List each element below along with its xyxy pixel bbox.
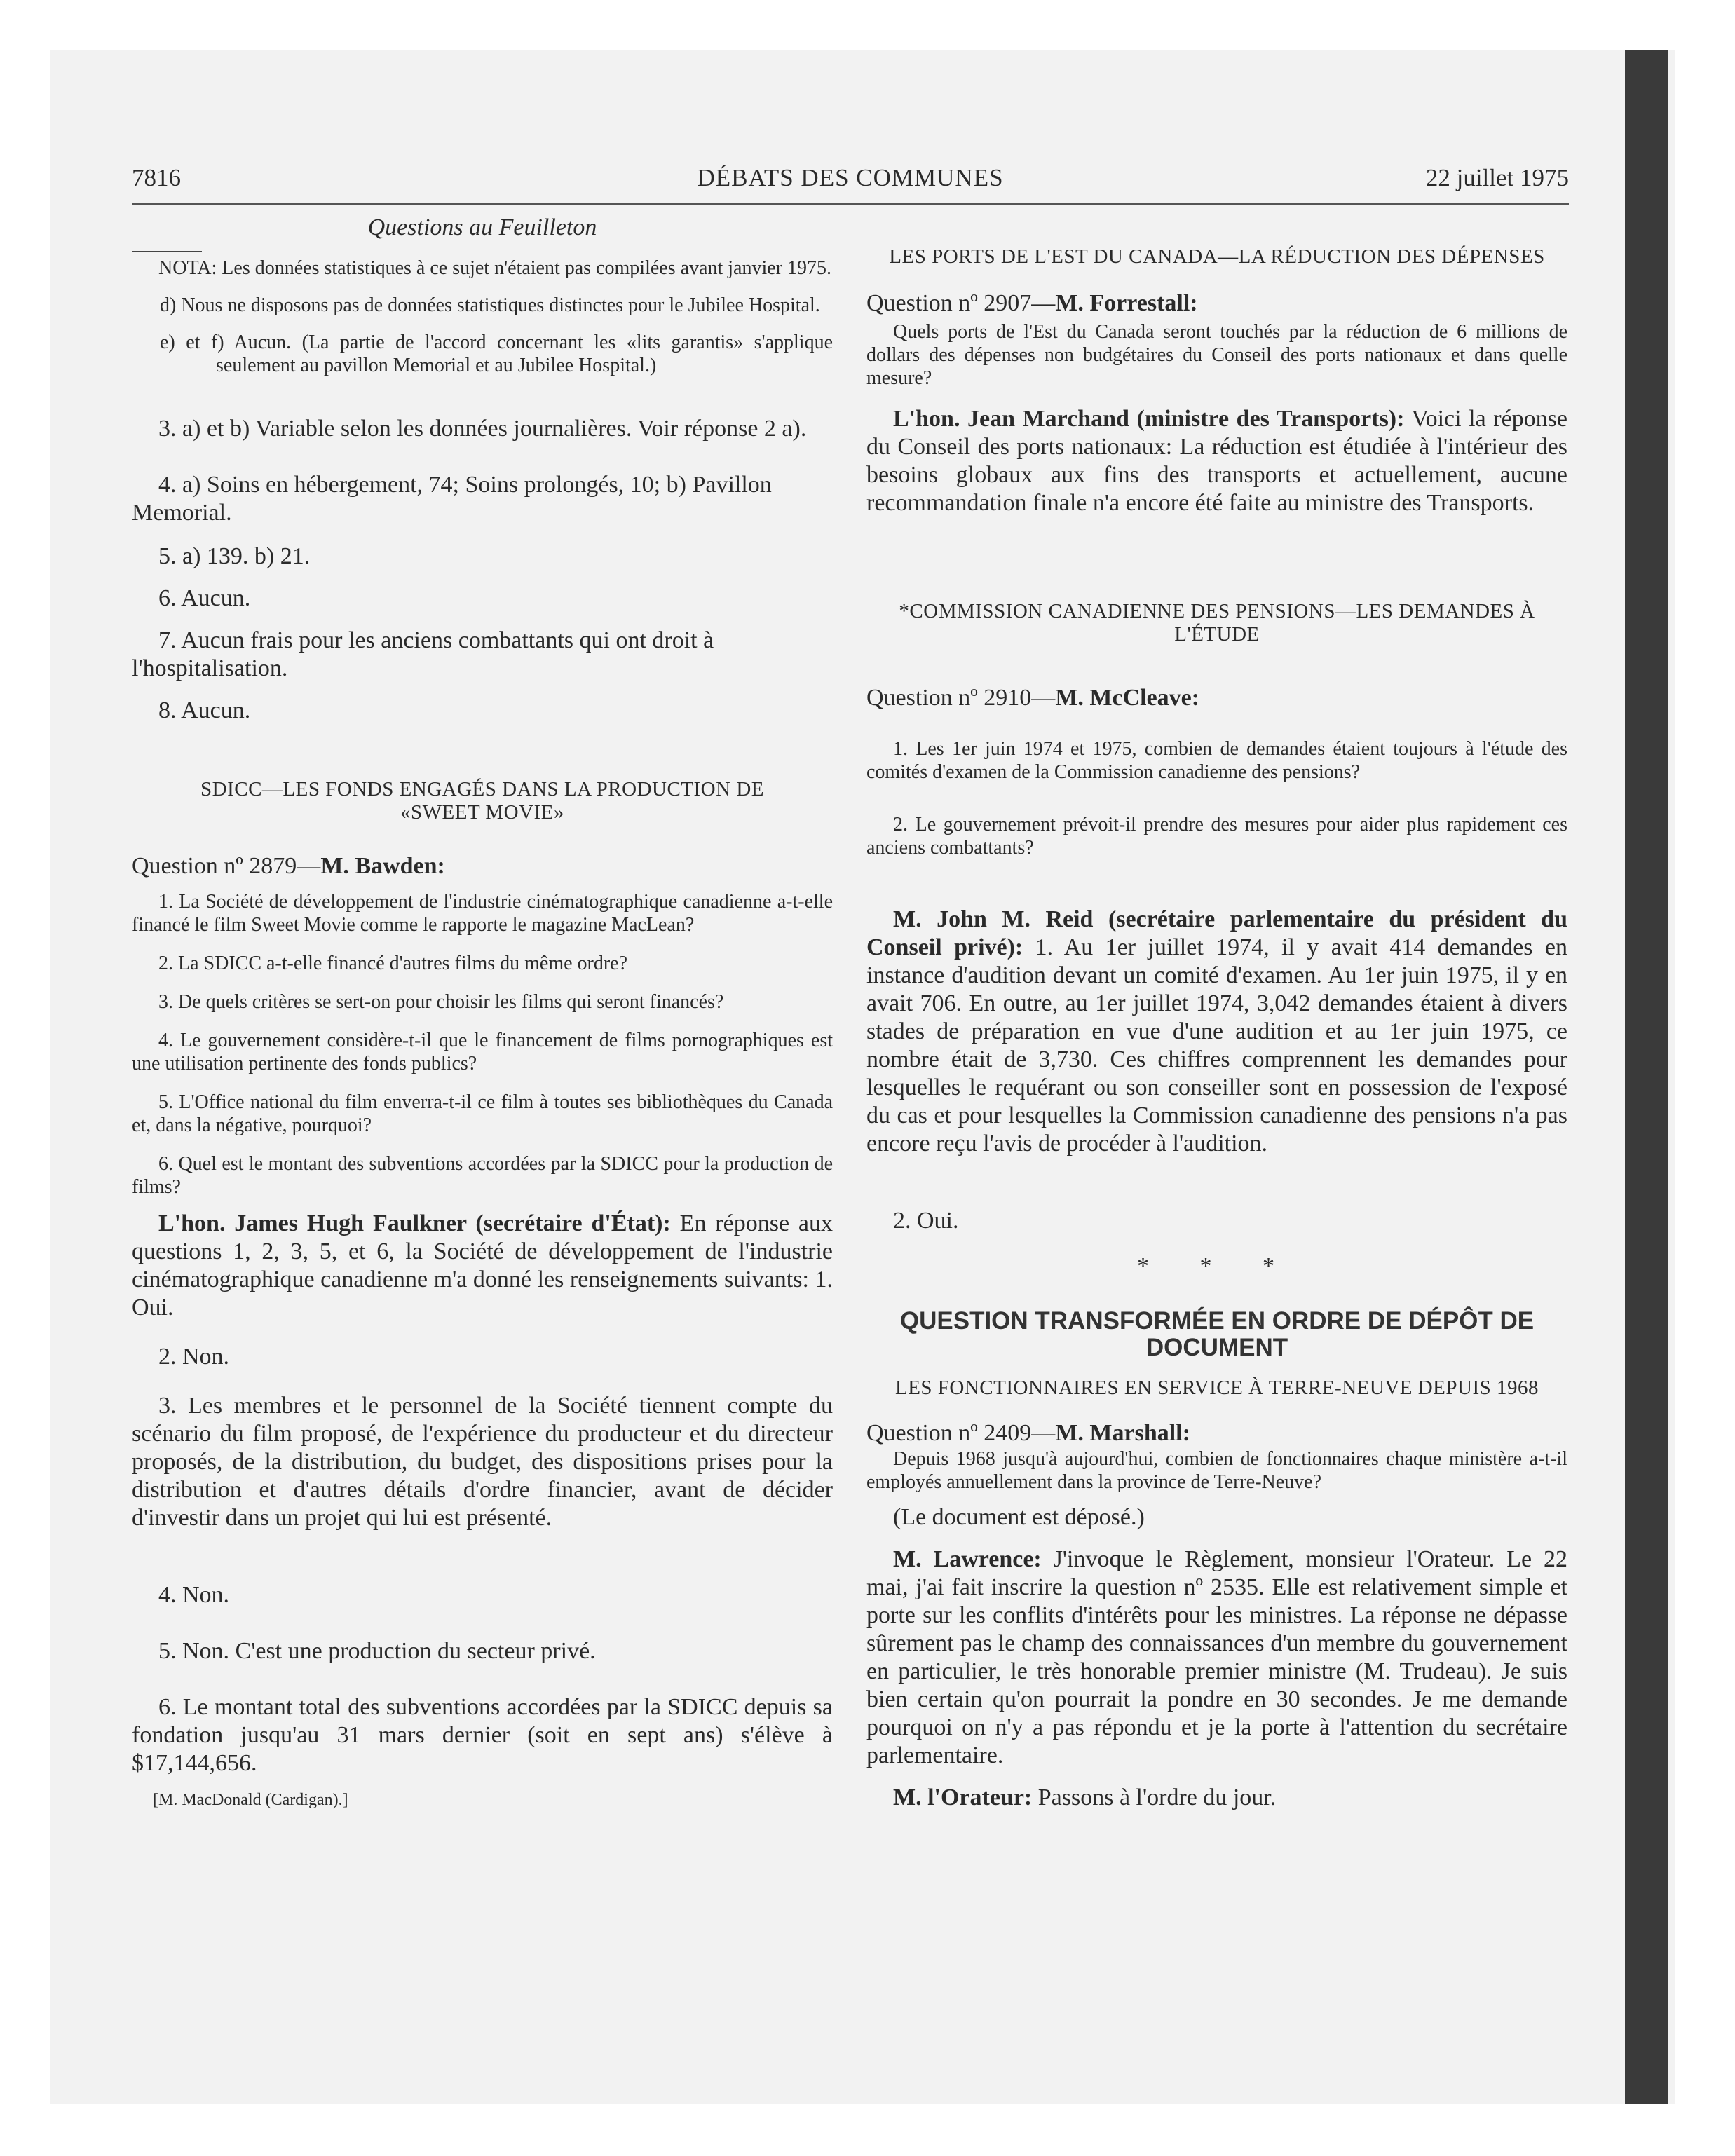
left-column — [132, 210, 833, 1812]
question-2907-number: Question nº 2907— — [866, 290, 1056, 316]
faulkner-text: En réponse aux questions 1, 2, 3, 5, et 6, la Société de développement de l'industrie cinématographique canadienne m'a donné les renseignements suivants: 1. Oui. — [132, 1210, 834, 1321]
answer-3: 3. a) et b) Variable selon les données journalières. Voir réponse 2 a). — [158, 416, 807, 442]
reply-3: 3. Les membres et le personnel de la Société tiennent compte du scénario du film proposé, de l'expérience du producteur et du directeur proposés, de la distribution, du budget, des dispositions prises pour la distribution et d'autres détails d'ordre financier, avant de décider d'investir dans un projet qui lui est présenté. — [132, 1393, 833, 1531]
question-2910-author: M. McCleave: — [1055, 685, 1200, 711]
answer-4: 4. a) Soins en hébergement, 74; Soins prolongés, 10; b) Pavillon Memorial. — [132, 472, 772, 526]
q2910-part-2: 2. Le gouvernement prévoit-il prendre des mesures pour aider plus rapidement ces anciens combattants? — [866, 814, 1567, 859]
q2879-part-1: 1. La Société de développement de l'industrie cinématographique canadienne a-t-elle financé le film Sweet Movie comme le rapporte le magazine MacLean? — [132, 891, 833, 936]
q2879-part-4: 4. Le gouvernement considère-t-il que le financement de films pornographiques est une utilisation pertinente des fonds publics? — [132, 1030, 833, 1074]
section-separator: * * * — [1137, 1253, 1297, 1279]
orateur-statement — [866, 1784, 1567, 1812]
pensions-heading: *COMMISSION CANADIENNE DES PENSIONS—LES DEMANDES À L'ÉTUDE — [899, 600, 1535, 646]
footer-attribution: [M. MacDonald (Cardigan).] — [153, 1791, 348, 1809]
page-header — [132, 160, 1569, 205]
q2879-part-5: 5. L'Office national du film enverra-t-il ce film à toutes ses bibliothèques du Canada et, dans la négative, pourquoi? — [132, 1091, 833, 1136]
q2910-part-1: 1. Les 1er juin 1974 et 1975, combien de demandes étaient toujours à l'étude des comités d'examen de la Commission canadienne des pensions? — [866, 738, 1567, 783]
faulkner-speaker: L'hon. James Hugh Faulkner (secrétaire d'État): — [158, 1210, 671, 1236]
question-2409-line — [866, 1419, 1567, 1447]
scan-edge-bar — [1625, 50, 1668, 2104]
question-2907-text: Quels ports de l'Est du Canada seront touchés par la réduction de 6 millions de dollars des dépenses non budgétaires du Conseil des ports nationaux et dans quelle mesure? — [866, 321, 1567, 389]
document-deposited: (Le document est déposé.) — [893, 1504, 1145, 1530]
footnote-rule — [132, 251, 202, 252]
question-2907-author: M. Forrestall: — [1055, 290, 1198, 316]
reply-5: 5. Non. C'est une production du secteur privé. — [158, 1638, 596, 1664]
orateur-text: Passons à l'ordre du jour. — [1037, 1785, 1277, 1810]
reid-speaker: M. John M. Reid (secrétaire parlementaire du président du Conseil privé): — [866, 906, 1567, 960]
publication-title: DÉBATS DES COMMUNES — [697, 164, 1004, 191]
reid-answer — [866, 906, 1567, 1158]
q2879-part-6: 6. Quel est le montant des subventions accordées par la SDICC pour la production de films? — [132, 1153, 833, 1198]
answer-6: 6. Aucun. — [158, 585, 251, 611]
terre-neuve-heading: LES FONCTIONNAIRES EN SERVICE À TERRE-NEUVE DEPUIS 1968 — [894, 1377, 1539, 1399]
sdicc-heading-line-2: «SWEET MOVIE» — [400, 801, 564, 824]
right-column — [866, 210, 1567, 1812]
ports-heading: LES PORTS DE L'EST DU CANADA—LA RÉDUCTION DES DÉPENSES — [889, 245, 1545, 268]
reply-4: 4. Non. — [158, 1582, 230, 1608]
marchand-answer — [866, 405, 1567, 517]
question-2910-number: Question nº 2910— — [866, 685, 1056, 711]
question-2879-author: M. Bawden: — [320, 853, 445, 879]
answer-7: 7. Aucun frais pour les anciens combattants qui ont droit à l'hospitalisation. — [132, 627, 714, 681]
answer-5: 5. a) 139. b) 21. — [158, 543, 311, 569]
q2879-part-3: 3. De quels critères se sert-on pour choisir les films qui seront financés? — [158, 991, 724, 1013]
question-2879-line — [132, 852, 833, 880]
question-2910-line — [866, 684, 1567, 712]
answer-8: 8. Aucun. — [158, 697, 251, 723]
lawrence-text: J'invoque le Règlement, monsieur l'Orateur. Le 22 mai, j'ai fait inscrire la question nº 2535. Elle est relativement simple et porte sur les conflits d'intérêts pour les ministres. La réponse ne dépasse sûrement pas le champ des connaissances d'un membre du gouvernement en particulier, le très honorable premier ministre (M. Trudeau). Je suis bien certain qu'on pourrait la pondre en 30 secondes. Je me demande pourquoi on n'y a pas répondu et je la porte à l'attention du secrétaire parlementaire. — [866, 1546, 1568, 1768]
question-2907-line — [866, 289, 1567, 318]
publication-date: 22 juillet 1975 — [1425, 164, 1569, 191]
reply-6: 6. Le montant total des subventions accordées par la SDICC depuis sa fondation jusqu'au 31 mars dernier (soit en sept ans) s'élève à $17,144,656. — [132, 1694, 833, 1776]
transform-heading: QUESTION TRANSFORMÉE EN ORDRE DE DÉPÔT DE DOCUMENT — [899, 1307, 1535, 1361]
q2879-part-2: 2. La SDICC a-t-elle financé d'autres films du même ordre? — [158, 953, 628, 974]
lawrence-speaker: M. Lawrence: — [893, 1546, 1042, 1572]
page-number: 7816 — [132, 164, 181, 191]
question-2409-author: M. Marshall: — [1055, 1420, 1190, 1446]
marchand-text: Voici la réponse du Conseil des ports nationaux: La réduction est étudiée à l'intérieur des besoins globaux aux fins des transports et actuellement, aucune recommandation finale n'a encore été faite au ministre des Transports. — [866, 406, 1567, 516]
reid-reply-2: 2. Oui. — [893, 1208, 959, 1234]
nota-text: NOTA: Les données statistiques à ce sujet n'étaient pas compilées avant janvier 1975. — [158, 257, 831, 279]
reply-2: 2. Non. — [158, 1344, 230, 1370]
orateur-speaker: M. l'Orateur: — [893, 1785, 1033, 1810]
question-2879-number: Question nº 2879— — [132, 853, 321, 879]
item-ef: e) et f) Aucun. (La partie de l'accord concernant les «lits garantis» s'applique seulement au pavillon Memorial et au Jubilee Hospital.) — [160, 332, 833, 376]
question-2409-number: Question nº 2409— — [866, 1420, 1056, 1446]
item-d: d) Nous ne disposons pas de données statistiques distinctes pour le Jubilee Hospital. — [160, 294, 820, 316]
sdicc-heading-line-1: SDICC—LES FONDS ENGAGÉS DANS LA PRODUCTION DE — [200, 778, 764, 800]
section-title: Questions au Feuilleton — [367, 214, 597, 240]
faulkner-answer — [132, 1210, 833, 1322]
marchand-speaker: L'hon. Jean Marchand (ministre des Transports): — [893, 406, 1405, 432]
reid-text: 1. Au 1er juillet 1974, il y avait 414 demandes en instance d'audition devant un comité d'examen. Au 1er juin 1975, il y en avait 706. En outre, au 1er juillet 1974, 3,042 demandes étaient à divers stades de préparation en vue d'une audition et au 1er juin 1975, ce nombre était de 3,730. Ces chiffres comprennent les demandes pour lesquelles le requérant ou son conseiller sont en possession de l'exposé du cas et pour lesquelles la Commission canadienne des pensions n'a pas encore reçu l'avis de procéder à l'audition. — [866, 934, 1568, 1157]
question-2409-text: Depuis 1968 jusqu'à aujourd'hui, combien de fonctionnaires chaque ministère a-t-il employés annuellement dans la province de Terre-Neuve? — [866, 1448, 1567, 1493]
lawrence-statement — [866, 1546, 1567, 1770]
